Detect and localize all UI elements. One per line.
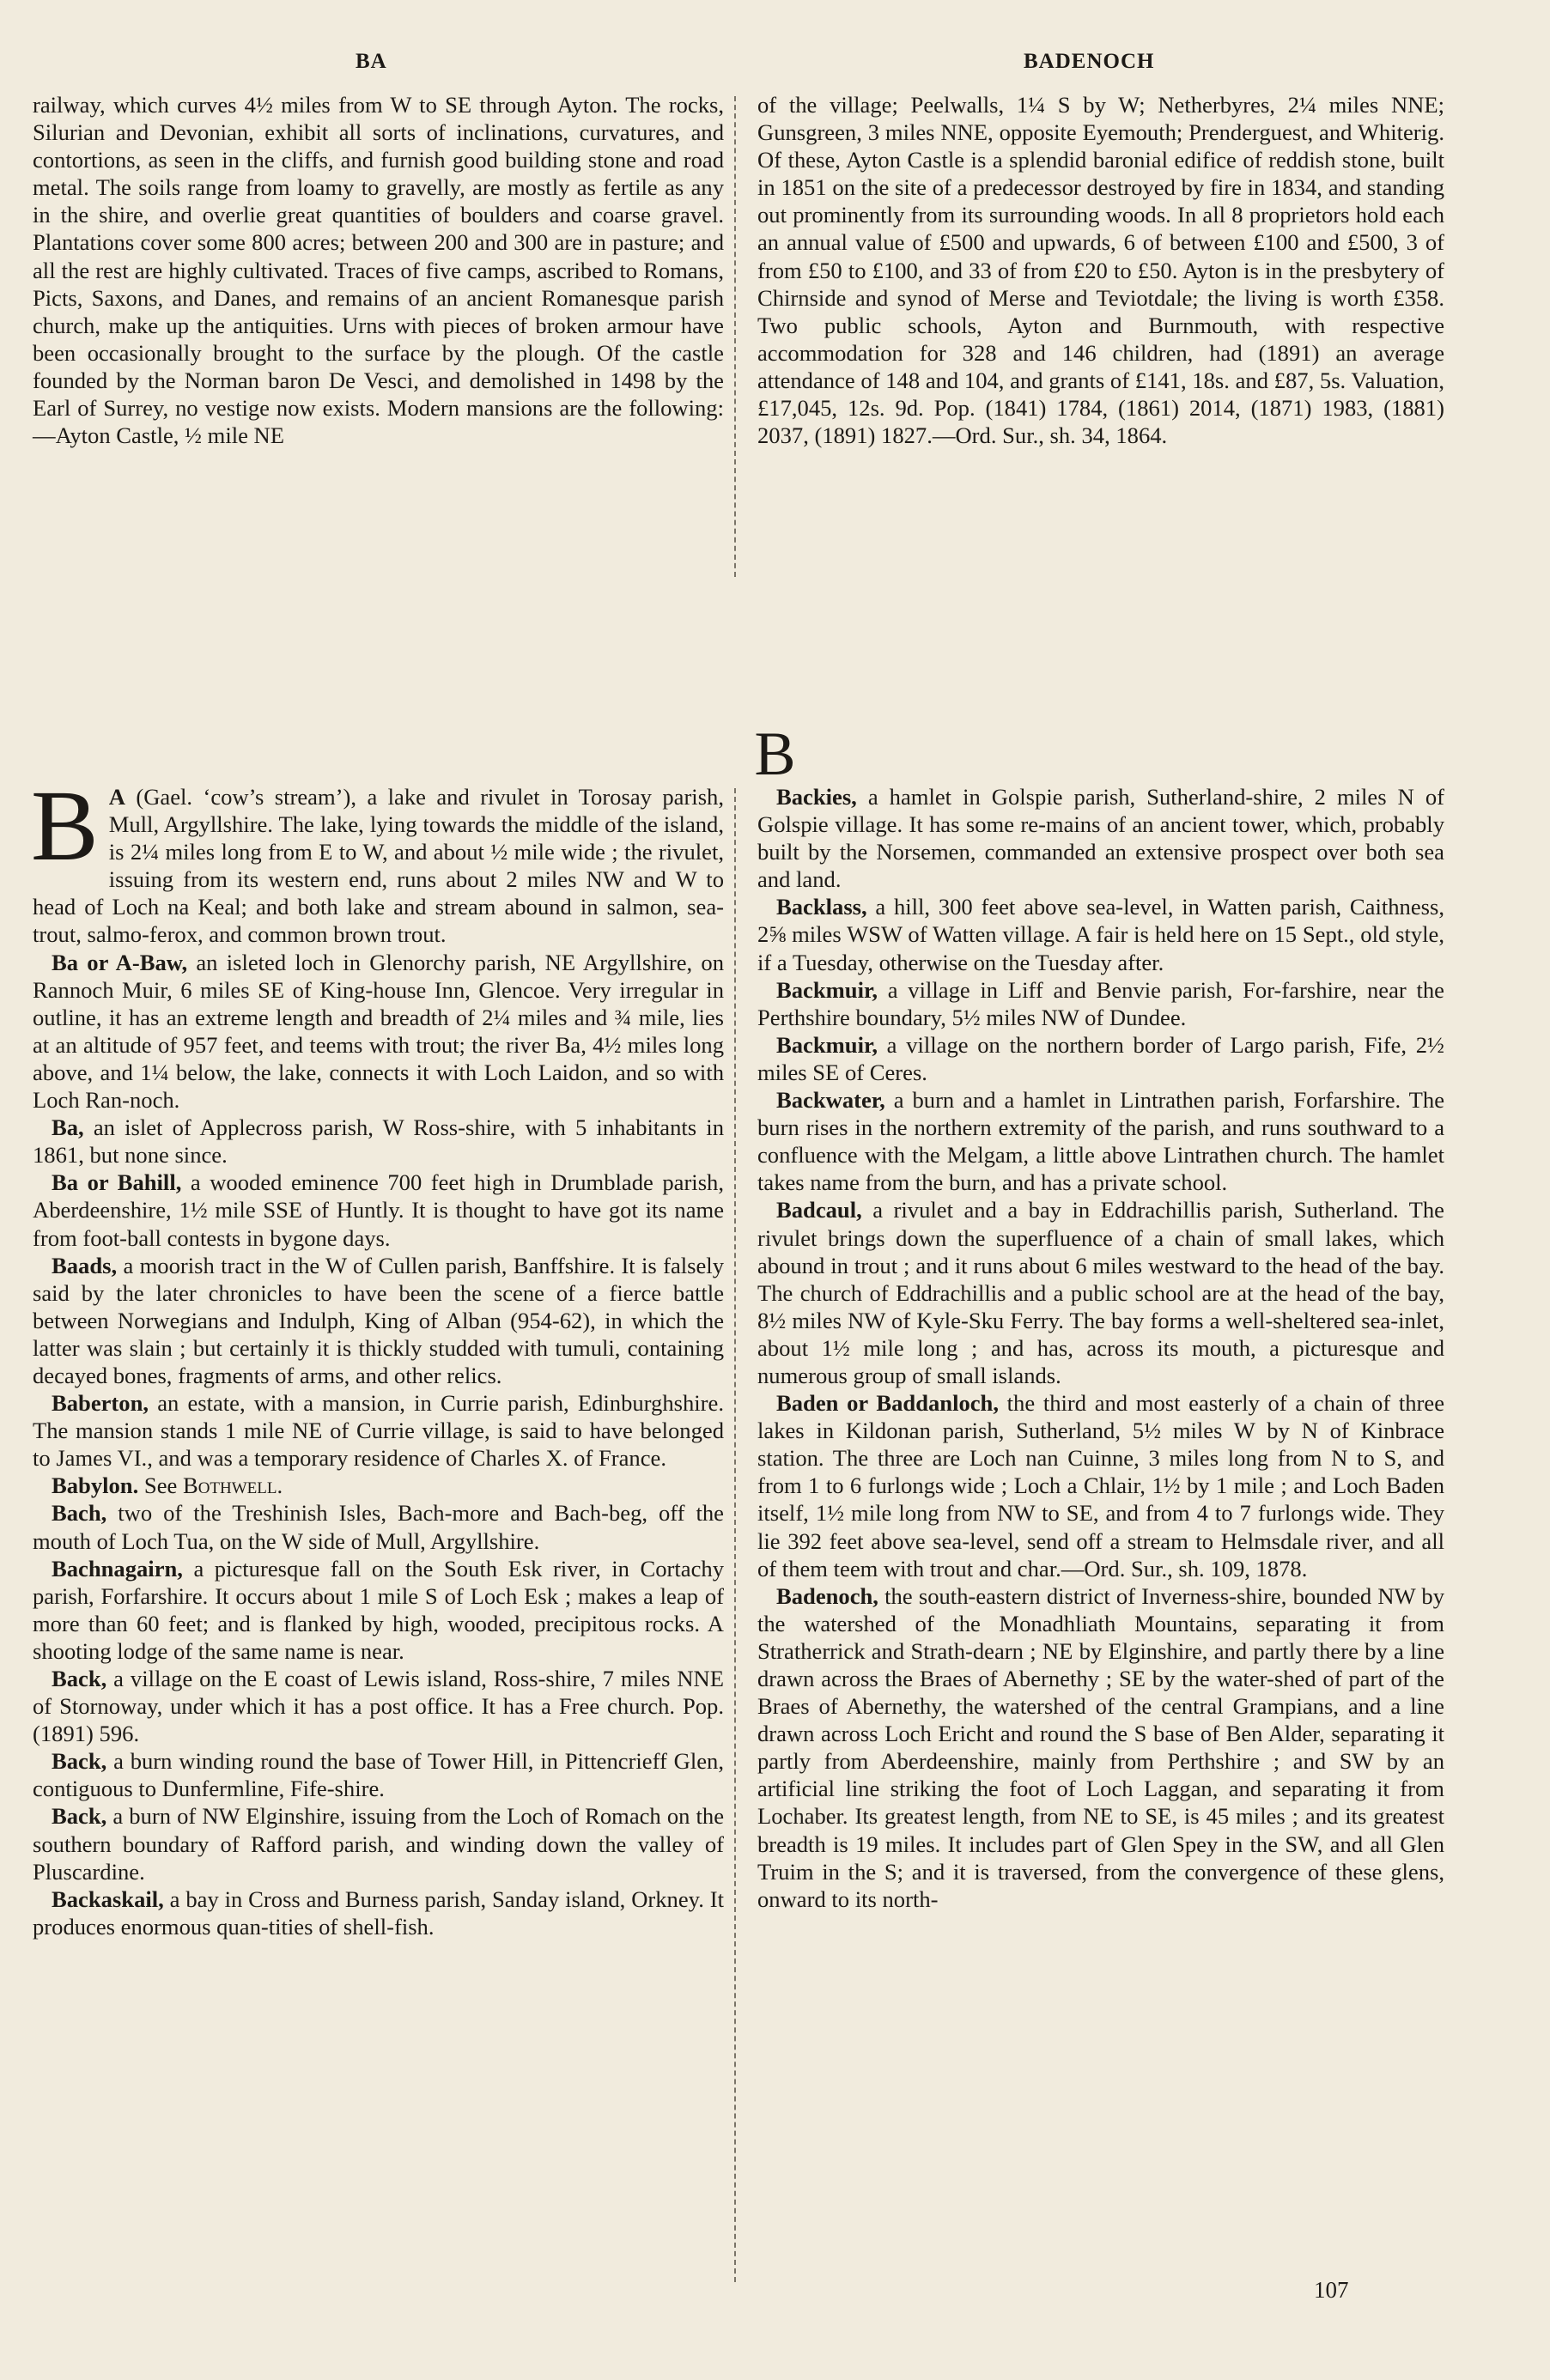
- dictionary-entry: [33, 1555, 724, 1665]
- dictionary-entry: [33, 1472, 724, 1499]
- entry-headword: Baden or Baddanloch,: [776, 1390, 999, 1417]
- entry-headword: Backaskail,: [52, 1885, 164, 1912]
- entry-headword: Bach,: [52, 1500, 107, 1527]
- dictionary-entry: [757, 783, 1444, 893]
- page-number: 107: [1314, 2277, 1349, 2303]
- left-entries-column: [31, 769, 724, 1940]
- entry-text: an estate, with a mansion, in Currie parish, Edinburghshire. The mansion stands 1 mile NE of Currie village, is said to have belonged to James VI., and was a temporary residence of Charles X. of France.: [33, 1390, 724, 1472]
- entry-headword: Back,: [52, 1666, 107, 1691]
- dictionary-entry: [33, 1665, 724, 1747]
- dictionary-entry: [757, 1389, 1444, 1582]
- entry-text: a village in Liff and Benvie parish, For-farshire, near the Perthshire boundary, 5½ miles NW of Dundee.: [757, 976, 1444, 1030]
- top-left-text: railway, which curves 4½ miles from W to SE through Ayton. The rocks, Silurian and Devonian, exhibit all sorts of inclinations, curvatures, and contortions, as seen in the cliffs, and furnish good building stone and road metal. The soils range from loamy to gravelly, are mostly as fertile as any in the shire, and overlie great quantities of boulders and coarse gravel. Plantations cover some 800 acres; between 200 and 300 are in pasture; and all the rest are highly cultivated. Traces of five camps, ascribed to Romans, Picts, Saxons, and Danes, and remains of an ancient Romanesque parish church, make up the antiquities. Urns with pieces of broken armour have been occasionally brought to the surface by the plough. Of the castle founded by the Norman baron De Vesci, and demolished in 1498 by the Earl of Surrey, no vestige now exists. Modern mansions are the following:—Ayton Castle, ½ mile NE: [33, 92, 724, 449]
- entry-text: a burn of NW Elginshire, issuing from the Loch of Romach on the southern boundary of Rafford parish, and winding down the valley of Pluscardine.: [33, 1803, 724, 1885]
- dictionary-entry: [33, 1389, 724, 1472]
- column-divider-bottom: [734, 788, 736, 2282]
- entry-text: the third and most easterly of a chain of three lakes in Kildonan parish, Sutherland, 5½ miles W by N of Kinbrace station. The three are Loch nan Cuinne, 3 miles long from N to S, and from 1 to 6 furlongs wide ; Loch a Chlair, 1½ by 1 mile ; and Loch Baden itself, 1½ mile long from NW to SE, and from 4 to 7 furlongs wide. They lie 392 feet above sea-level, send off a stream to Helmsdale river, and all of them teem with trout and char.—Ord. Sur., sh. 109, 1878.: [757, 1390, 1444, 1582]
- column-divider-top: [734, 96, 736, 577]
- dictionary-entry: [33, 1252, 724, 1389]
- running-head-right: BADENOCH: [1024, 50, 1155, 73]
- dictionary-entry: [757, 1031, 1444, 1086]
- entry-headword: Baads,: [52, 1252, 118, 1278]
- dictionary-entry: [757, 1196, 1444, 1389]
- entry-headword: Backies,: [776, 784, 857, 810]
- entry-text: a burn winding round the base of Tower Hill, in Pittencrieff Glen, contiguous to Dunfermline, Fife-shire.: [33, 1748, 724, 1802]
- entry-text: See: [138, 1472, 183, 1499]
- entry-headword: Ba or A-Baw,: [52, 949, 188, 975]
- section-letter: B: [754, 719, 796, 788]
- dictionary-entry: [33, 1747, 724, 1802]
- entry-headword: A: [108, 784, 125, 810]
- entry-headword: Backwater,: [776, 1087, 885, 1114]
- entry-headword: Backlass,: [776, 894, 867, 920]
- dictionary-entry: [757, 976, 1444, 1031]
- entry-headword: Bachnagairn,: [52, 1555, 183, 1582]
- entry-headword: Badenoch,: [776, 1582, 878, 1609]
- entry-text: a bay in Cross and Burness parish, Sanday island, Orkney. It produces enormous quan-tities of shell-fish.: [33, 1885, 724, 1940]
- entry-headword: Babylon.: [52, 1472, 139, 1499]
- entry-headword: Backmuir,: [776, 1031, 878, 1058]
- entry-text: the south-eastern district of Inverness-shire, bounded NW by the watershed of the Monadhliath Mountains, separating it from Stratherrick and Strath-dearn ; NE by Elginshire, and partly there by a line drawn across the Braes of Abernethy ; SE by the water-shed of part of the Braes of Abernethy, the watershed of the central Grampians, and a line drawn across Loch Ericht and round the S base of Ben Alder, separating it partly from Aberdeenshire, mainly from Perthshire ; and SW by an artificial line striking the foot of Loch Laggan, and separating it from Lochaber. Its greatest length, from NE to SE, is 45 miles ; and its greatest breadth is 19 miles. It includes part of Glen Spey in the SW, and all Glen Truim in the S; and it is traversed, from the convergence of these glens, onward to its north-: [757, 1582, 1444, 1912]
- dictionary-entry: [757, 1086, 1444, 1196]
- entry-text: a burn and a hamlet in Lintrathen parish, Forfarshire. The burn rises in the northern extremity of the parish, and runs southward to a confluence with the Melgam, a little above Lintrathen church. The hamlet takes name from the burn, and has a private school.: [757, 1087, 1444, 1196]
- entry-headword: Back,: [52, 1748, 107, 1775]
- entry-text: a village on the northern border of Largo parish, Fife, 2½ miles SE of Ceres.: [757, 1031, 1444, 1085]
- entry-text: a moorish tract in the W of Cullen parish, Banffshire. It is falsely said by the later chronicles to have been the scene of a fierce battle between Norwegians and Indulph, King of Alban (954-62), in which the latter was slain ; but certainly it is thickly studded with tumuli, containing decayed bones, fragments of arms, and other relics.: [33, 1252, 724, 1388]
- entry-headword: Backmuir,: [776, 976, 878, 1003]
- dictionary-entry: [33, 949, 724, 1114]
- dictionary-entry: [31, 769, 724, 949]
- dictionary-entry: [757, 1582, 1444, 1913]
- entry-headword: Ba or Bahill,: [52, 1169, 182, 1196]
- top-right-column: [757, 91, 1444, 449]
- dictionary-entry: [33, 1114, 724, 1169]
- top-left-column: [33, 91, 724, 449]
- entry-text: (Gael. ‘cow’s stream’), a lake and rivulet in Torosay parish, Mull, Argyllshire. The lake, lying towards the middle of the island, is 2¼ miles long from E to W, and about ½ mile wide ; the rivulet, issuing from its western end, runs about 2 miles NW and W to head of Loch na Keal; and both lake and stream abound in salmon, sea-trout, salmo-ferox, and common brown trout.: [33, 784, 724, 948]
- dictionary-entry: [757, 893, 1444, 975]
- drop-cap: B: [31, 769, 99, 882]
- right-entries-column: [757, 783, 1444, 1913]
- entry-text: two of the Treshinish Isles, Bach-more and Bach-beg, off the mouth of Loch Tua, on the W side of Mull, Argyllshire.: [33, 1500, 724, 1554]
- entry-text: a hamlet in Golspie parish, Sutherland-shire, 2 miles N of Golspie village. It has some re-mains of an ancient tower, which, probably built by the Norsemen, commanded an extensive prospect over both sea and land.: [757, 784, 1444, 893]
- running-head-left: BA: [356, 50, 387, 73]
- cross-reference: Bothwell.: [182, 1472, 283, 1499]
- dictionary-entry: [33, 1169, 724, 1251]
- entry-text: a rivulet and a bay in Eddrachillis parish, Sutherland. The rivulet brings down the superfluence of a chain of small lakes, which abound in trout ; and it runs about 6 miles westward to the head of the bay. The church of Eddrachillis and a public school are at the head of the bay, 8½ miles NW of Kyle-Sku Ferry. The bay forms a well-sheltered sea-inlet, about 1½ mile long ; and has, across its mouth, a picturesque and numerous group of small islands.: [757, 1197, 1444, 1388]
- entry-text: a picturesque fall on the South Esk river, in Cortachy parish, Forfarshire. It occurs about 1 mile S of Loch Esk ; makes a leap of more than 60 feet; and is flanked by high, wooded, precipitous rocks. A shooting lodge of the same name is near.: [33, 1555, 724, 1664]
- entry-text: an islet of Applecross parish, W Ross-shire, with 5 inhabitants in 1861, but none since.: [33, 1114, 724, 1169]
- entry-headword: Badcaul,: [776, 1197, 862, 1223]
- entry-text: a village on the E coast of Lewis island, Ross-shire, 7 miles NNE of Stornoway, under which it has a post office. It has a Free church. Pop. (1891) 596.: [33, 1666, 724, 1747]
- dictionary-entry: [33, 1499, 724, 1554]
- entry-text: a wooded eminence 700 feet high in Drumblade parish, Aberdeenshire, 1½ mile SSE of Huntly. It is thought to have got its name from foot-ball contests in bygone days.: [33, 1169, 724, 1251]
- entry-text: an isleted loch in Glenorchy parish, NE Argyllshire, on Rannoch Muir, 6 miles SE of King-house Inn, Glencoe. Very irregular in outline, it has an extreme length and breadth of 2¼ miles and ¾ mile, lies at an altitude of 957 feet, and teems with trout; the river Ba, 4½ miles long above, and 1¼ below, the lake, connects it with Loch Laidon, and so with Loch Ran-noch.: [33, 949, 724, 1114]
- entry-headword: Ba,: [52, 1114, 84, 1141]
- entry-text: a hill, 300 feet above sea-level, in Watten parish, Caithness, 2⅝ miles WSW of Watten village. A fair is held here on 15 Sept., old style, if a Tuesday, otherwise on the Tuesday after.: [757, 894, 1444, 975]
- dictionary-entry: [33, 1885, 724, 1940]
- entry-headword: Baberton,: [52, 1390, 149, 1417]
- entry-headword: Back,: [52, 1803, 107, 1830]
- top-right-text: of the village; Peelwalls, 1¼ S by W; Netherbyres, 2¼ miles NNE; Gunsgreen, 3 miles NNE, opposite Eyemouth; Prenderguest, and Whiterig. Of these, Ayton Castle is a splendid baronial edifice of reddish stone, built in 1851 on the site of a predecessor destroyed by fire in 1834, and standing out prominently from its surrounding woods. In all 8 proprietors hold each an annual value of £500 and upwards, 6 of between £100 and £500, 3 of from £50 to £100, and 33 of from £20 to £50. Ayton is in the presbytery of Chirnside and synod of Merse and Teviotdale; the living is worth £358. Two public schools, Ayton and Burnmouth, with respective accommodation for 328 and 146 children, had (1891) an average attendance of 148 and 104, and grants of £141, 18s. and £87, 5s. Valuation, £17,045, 12s. 9d. Pop. (1841) 1784, (1861) 2014, (1871) 1983, (1881) 2037, (1891) 1827.—Ord. Sur., sh. 34, 1864.: [757, 92, 1444, 449]
- dictionary-entry: [33, 1802, 724, 1885]
